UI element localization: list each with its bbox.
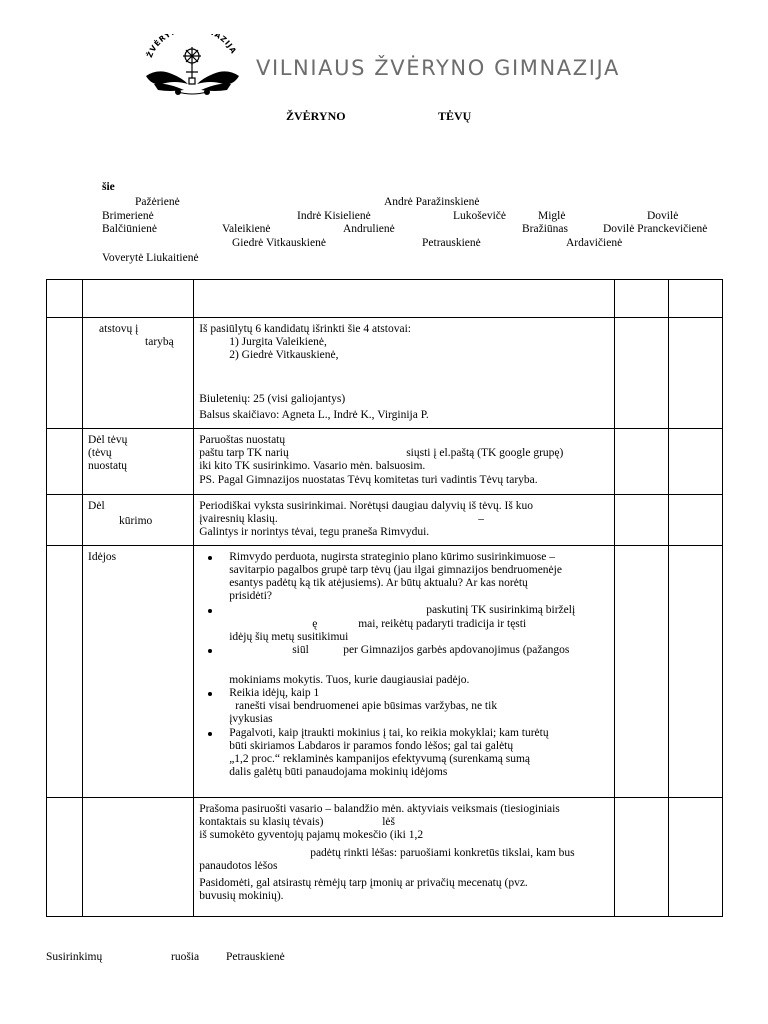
table-cell <box>614 495 668 546</box>
content-cell <box>194 798 615 917</box>
bullet-icon <box>208 556 212 560</box>
content-text: – <box>478 513 484 525</box>
table-cell <box>614 798 668 917</box>
table-cell <box>614 429 668 495</box>
content-text: lėš <box>382 816 395 828</box>
content-text: „1,2 proc.“ reklaminės kampanijos efektyvumą (surenkamą sumą <box>229 753 531 765</box>
bullet-icon <box>208 609 212 613</box>
table-cell <box>47 429 83 495</box>
table-cell <box>47 280 83 318</box>
content-text: paskutinį TK susirinkimą birželį <box>426 604 576 616</box>
attendee-name: Valeikienė <box>222 223 271 235</box>
table-cell <box>668 495 722 546</box>
attendee-name: Dovilė Pranckevičienė <box>603 223 708 235</box>
bullet-icon <box>208 732 212 736</box>
content-text: paštu tarp TK narių <box>199 447 289 459</box>
topic-text: tarybą <box>145 336 174 348</box>
content-cell <box>194 546 615 798</box>
attendee-name: Petrauskienė <box>422 237 481 249</box>
table-cell <box>668 280 722 318</box>
content-text: esantys padėtų ką tik atėjusiems). Ar būtų aktualu? Ar kas norėtų <box>229 577 528 589</box>
attendee-name: Brimerienė <box>102 210 154 222</box>
content-text: PS. Pagal Gimnazijos nuostatas Tėvų komitetas turi vadintis Tėvų taryba. <box>199 474 538 486</box>
topic-text: Dėl tėvų <box>88 434 128 446</box>
attendee-name: Giedrė Vitkauskienė <box>232 237 326 249</box>
table-header-row <box>47 280 723 318</box>
content-text: mai, reikėtų padaryti tradicija ir tęsti <box>358 618 527 630</box>
content-text: iki kito TK susirinkimo. Vasario mėn. balsuosim. <box>199 460 426 472</box>
table-row <box>47 546 723 798</box>
topic-text: (tėvų <box>88 447 112 459</box>
attendee-name: Indrė Kisielienė <box>297 210 371 222</box>
school-emblem-icon <box>140 34 245 98</box>
table-cell <box>614 318 668 429</box>
table-cell <box>47 798 83 917</box>
attendee-name: Ardavičienė <box>566 237 623 249</box>
attendee-name: Pažėrienė <box>135 196 180 208</box>
content-text: Biuletenių: 25 (visi galiojantys) <box>199 393 346 405</box>
table-cell <box>668 429 722 495</box>
school-logo <box>140 34 245 98</box>
topic-text: nuostatų <box>88 460 128 472</box>
topic-cell <box>83 546 194 798</box>
content-text: mokiniams mokytis. Tuos, kurie daugiausiai padėjo. <box>229 674 470 686</box>
content-text: iš sumokėto gyventojų pajamų mokesčio (iki 1,2 <box>199 829 424 841</box>
content-text: Iš pasiūlytų 6 kandidatų išrinkti šie 4 atstovai: <box>199 323 411 335</box>
footer-text: ruošia <box>171 951 200 963</box>
topic-cell <box>83 318 194 429</box>
attendee-name: Lukoševičė <box>453 210 507 222</box>
topic-text: Dėl <box>88 500 105 512</box>
content-text: Rimvydo perduota, nugirsta strateginio plano kūrimo susirinkimuose – <box>229 551 555 563</box>
table-cell <box>47 318 83 429</box>
content-text: Galintys ir norintys tėvai, tegu praneša Rimvydui. <box>199 526 430 538</box>
attendee-name: Balčiūnienė <box>102 223 157 235</box>
table-cell <box>614 546 668 798</box>
content-cell <box>194 429 615 495</box>
content-text: padėtų rinkti lėšas: paruošiami konkretūs tikslai, kam bus <box>310 847 575 859</box>
table-cell <box>47 546 83 798</box>
content-text: prisidėti? <box>229 590 272 602</box>
table-row <box>47 429 723 495</box>
content-cell <box>194 495 615 546</box>
content-text: kontaktais su klasių tėvais) <box>199 816 324 828</box>
attendee-name: Voverytė Liukaitienė <box>102 252 199 264</box>
bullet-icon <box>208 649 212 653</box>
table-row <box>47 495 723 546</box>
table-cell <box>47 495 83 546</box>
attendee-name: Bražiūnas <box>522 223 568 235</box>
content-text: panaudotos lėšos <box>199 860 278 872</box>
content-text: Prašoma pasiruošti vasario – balandžio mėn. aktyviais veiksmais (tiesioginiais <box>199 803 560 815</box>
content-text: ę <box>312 618 318 630</box>
content-cell <box>194 318 615 429</box>
topic-cell <box>83 798 194 917</box>
content-text: 2) Giedrė Vitkauskienė, <box>229 349 339 361</box>
topic-text: kūrimo <box>119 515 153 527</box>
school-name: VILNIAUS ŽVĖRYNO GIMNAZIJA <box>256 56 620 80</box>
svg-text:ŽVĖRYNO GIMNAZIJA: ŽVĖRY AZIJA <box>144 34 239 59</box>
content-text: buvusių mokinių). <box>199 890 284 902</box>
content-text: ranešti visai bendruomenei apie būsimas varžybas, ne tik <box>235 700 498 712</box>
table-cell <box>668 798 722 917</box>
attendee-name: Andrulienė <box>343 223 395 235</box>
table-cell <box>668 546 722 798</box>
footer-text: Susirinkimų <box>46 951 103 963</box>
table-cell <box>668 318 722 429</box>
content-text: Paruoštas nuostatų <box>199 434 286 446</box>
content-text: per Gimnazijos garbės apdovanojimus (pažangos <box>343 644 570 656</box>
attendees-label: šie <box>102 181 115 193</box>
footer-text: Petrauskienė <box>226 951 285 963</box>
topic-text: atstovų į <box>99 323 139 335</box>
content-text: idėjų šių metų susitikimui <box>229 631 349 643</box>
content-text: dalis galėtų būti panaudojama mokinių idėjoms <box>229 766 448 778</box>
content-text: 1) Jurgita Valeikienė, <box>229 336 327 348</box>
attendee-name: Dovilė <box>647 210 679 222</box>
content-text: Pagalvoti, kaip įtraukti mokinius į tai, ko reikia mokyklai; kam turėtų <box>229 727 549 739</box>
table-row <box>47 798 723 917</box>
table-cell <box>194 280 615 318</box>
content-text: siųsti į el.paštą (TK google grupę) <box>406 447 564 459</box>
attendee-name: Miglė <box>538 210 566 222</box>
content-text: Reikia idėjų, kaip 1 <box>229 687 320 699</box>
title-left: ŽVĖRYNO <box>286 109 346 123</box>
bullet-icon <box>208 692 212 696</box>
topic-text: Idėjos <box>88 551 117 563</box>
content-text: įvykusias <box>229 713 273 725</box>
content-text: Periodiškai vyksta susirinkimai. Norėtųsi daugiau dalyvių iš tėvų. Iš kuo <box>199 500 533 512</box>
attendee-name: Andrė Paražinskienė <box>384 196 480 208</box>
table-row <box>47 318 723 429</box>
content-text: įvairesnių klasių. <box>199 513 278 525</box>
topic-cell <box>83 429 194 495</box>
topic-cell <box>83 495 194 546</box>
content-text: Balsus skaičiavo: Agneta L., Indrė K., Virginija P. <box>199 409 429 421</box>
content-text: būti skiriamos Labdaros ir paramos fondo lėšos; gal tai galėtų <box>229 740 514 752</box>
table-cell <box>614 280 668 318</box>
title-right: TĖVŲ <box>438 109 472 123</box>
content-text: savitarpio pagalbos grupė tarp tėvų (jau ilgai gimnazijos bendruomenėje <box>229 564 562 576</box>
table-cell <box>83 280 194 318</box>
content-text: siūl <box>292 644 309 656</box>
minutes-table <box>46 279 723 917</box>
content-text: Pasidomėti, gal atsirastų rėmėjų tarp įmonių ar privačių mecenatų (pvz. <box>199 877 528 889</box>
